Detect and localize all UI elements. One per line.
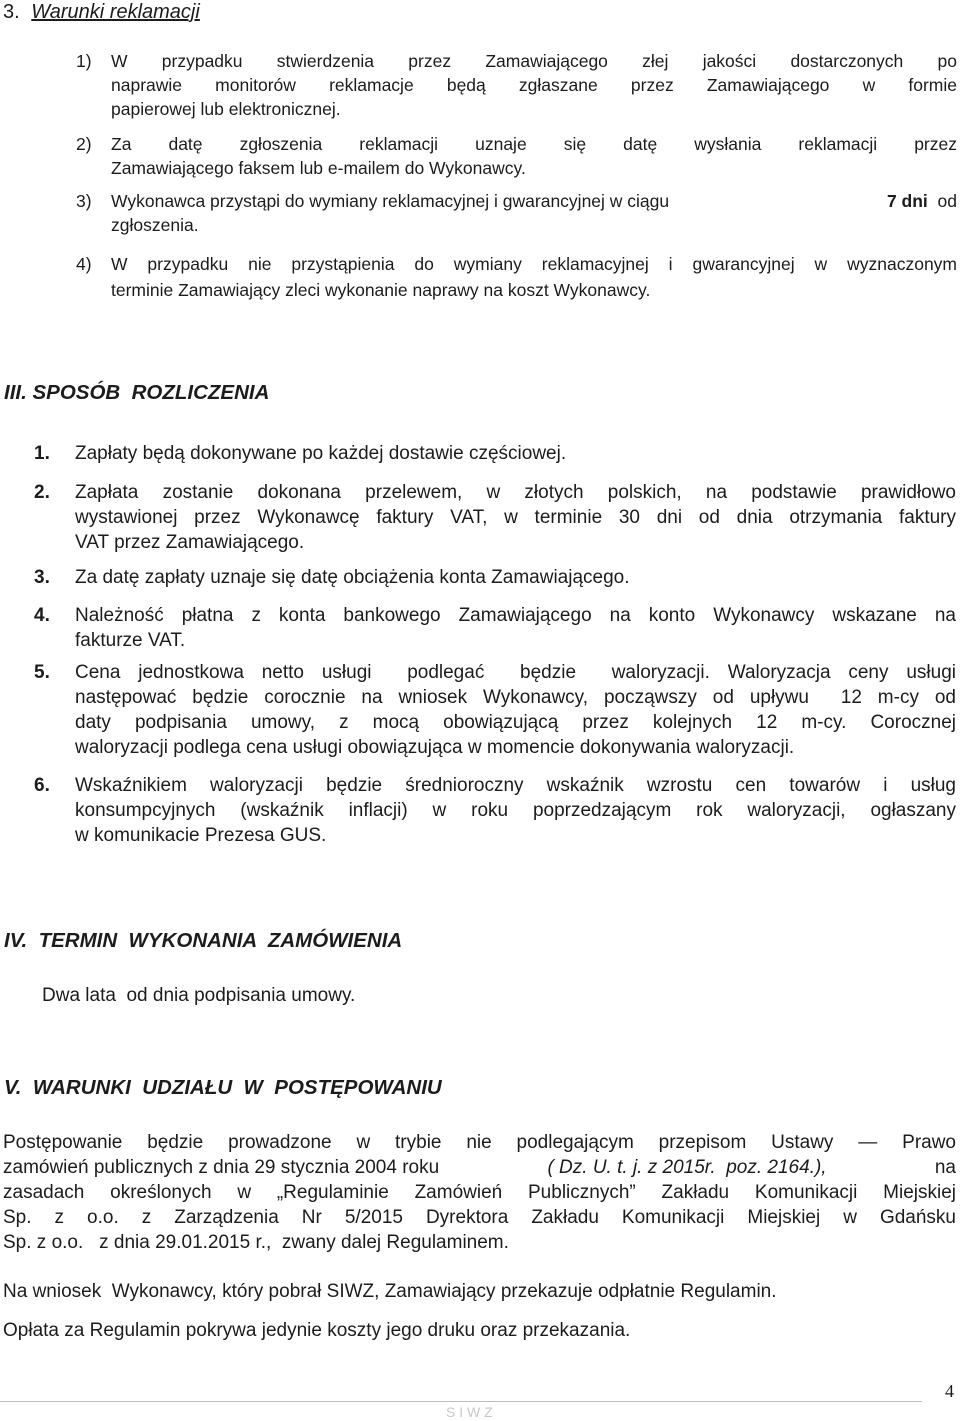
list-line: Cena jednostkowa netto usługi podlegać będzie waloryzacji. Waloryzacja ceny usługi <box>75 662 956 683</box>
paragraph-line: Postępowanie będzie prowadzone w trybie nie podlegającym przepisom Ustawy — Prawo <box>3 1132 956 1153</box>
claim-item-label: 3) <box>76 191 92 211</box>
list-line: Zapłata zostanie dokonana przelewem, w złotych polskich, na podstawie prawidłowo <box>75 482 956 503</box>
list-number: 5. <box>34 662 50 683</box>
claim-item-line: terminie Zamawiający zleci wykonanie naprawy na koszt Wykonawcy. <box>111 280 651 300</box>
claim-item-text: Wykonawca przystąpi do wymiany reklamacyjnej i gwarancyjnej w ciągu <box>111 191 670 211</box>
claim-item-label: 2) <box>76 134 92 154</box>
claim-deadline: 7 dni <box>886 191 928 211</box>
claim-item-line: papierowej lub elektronicznej. <box>111 99 341 119</box>
list-number: 1. <box>34 443 50 464</box>
claim-item-line: naprawie monitorów reklamacje będą zgłaszane przez Zamawiającego w formie <box>111 75 957 95</box>
section-3-title: Warunki reklamacji <box>31 1 200 23</box>
list-line: w komunikacie Prezesa GUS. <box>75 825 327 846</box>
section-v-paragraph-3: Opłata za Regulamin pokrywa jedynie koszty jego druku oraz przekazania. <box>3 1320 631 1341</box>
list-line: Należność płatna z konta bankowego Zamawiającego na konto Wykonawcy wskazane na <box>75 605 956 626</box>
claim-item-line: zgłoszenia. <box>111 215 199 235</box>
paragraph-line: Sp. z o.o. z Zarządzenia Nr 5/2015 Dyrektora Zakładu Komunikacji Miejskiej w Gdańsku <box>3 1207 956 1228</box>
section-v-heading: V. WARUNKI UDZIAŁU W POSTĘPOWANIU <box>4 1076 442 1099</box>
list-line: waloryzacji podlega cena usługi obowiązująca w momencie dokonywania waloryzacji. <box>75 737 795 758</box>
paragraph-line: Sp. z o.o. z dnia 29.01.2015 r., zwany dalej Regulaminem. <box>3 1232 509 1253</box>
list-number: 6. <box>34 775 50 796</box>
list-line: Wskaźnikiem waloryzacji będzie średnioroczny wskaźnik wzrostu cen towarów i usług <box>75 775 956 796</box>
list-line: wystawionej przez Wykonawcę faktury VAT, w terminie 30 dni od dnia otrzymania faktury <box>75 507 956 528</box>
list-line: VAT przez Zamawiającego. <box>75 532 305 553</box>
list-line: fakturze VAT. <box>75 630 186 651</box>
claim-item-line: W przypadku stwierdzenia przez Zamawiającego złej jakości dostarczonych po <box>111 51 957 71</box>
claim-item-line: Za datę zgłoszenia reklamacji uznaje się datę wysłania reklamacji przez <box>111 134 957 154</box>
claim-item-label: 1) <box>76 51 92 71</box>
section-iii-heading: III. SPOSÓB ROZLICZENIA <box>4 381 270 404</box>
legal-citation: ( Dz. U. t. j. z 2015r. poz. 2164.), <box>547 1157 827 1178</box>
section-v-paragraph <box>3 1130 956 1260</box>
claim-item-label: 4) <box>76 254 92 274</box>
footer-label: S I W Z <box>446 1404 493 1420</box>
list-number: 4. <box>34 605 50 626</box>
claim-item-text: od <box>937 191 957 211</box>
list-line: Za datę zapłaty uznaje się datę obciążenia konta Zamawiającego. <box>75 567 630 588</box>
paragraph-text: na <box>929 1157 956 1178</box>
section-iv-heading: IV. TERMIN WYKONANIA ZAMÓWIENIA <box>4 929 403 952</box>
claim-item-line: W przypadku nie przystąpienia do wymiany reklamacyjnej i gwarancyjnej w wyznaczonym <box>111 254 957 274</box>
paragraph-line <box>3 1155 956 1180</box>
footer-divider <box>0 1401 922 1402</box>
page-number: 4 <box>945 1381 954 1401</box>
paragraph-text: zamówień publicznych z dnia 29 stycznia 2004 roku <box>3 1157 445 1178</box>
list-line: daty podpisania umowy, z mocą obowiązującą przez kolejnych 12 m-cy. Corocznej <box>75 712 956 733</box>
list-line: Zapłaty będą dokonywane po każdej dostawie częściowej. <box>75 443 567 464</box>
section-iv-text: Dwa lata od dnia podpisania umowy. <box>42 985 356 1006</box>
list-line: konsumpcyjnych (wskaźnik inflacji) w roku poprzedzającym rok waloryzacji, ogłaszany <box>75 800 956 821</box>
list-line: następować będzie corocznie na wniosek Wykonawcy, począwszy od upływu 12 m-cy od <box>75 687 956 708</box>
claim-item-line: Zamawiającego faksem lub e-mailem do Wykonawcy. <box>111 158 526 178</box>
list-number: 2. <box>34 482 50 503</box>
list-number: 3. <box>34 567 50 588</box>
paragraph-line: zasadach określonych w „Regulaminie Zamówień Publicznych” Zakładu Komunikacji Miejskiej <box>3 1182 956 1203</box>
section-v-paragraph-2: Na wniosek Wykonawcy, który pobrał SIWZ, Zamawiający przekazuje odpłatnie Regulamin. <box>3 1281 777 1302</box>
section-3-number: 3. <box>3 1 20 23</box>
